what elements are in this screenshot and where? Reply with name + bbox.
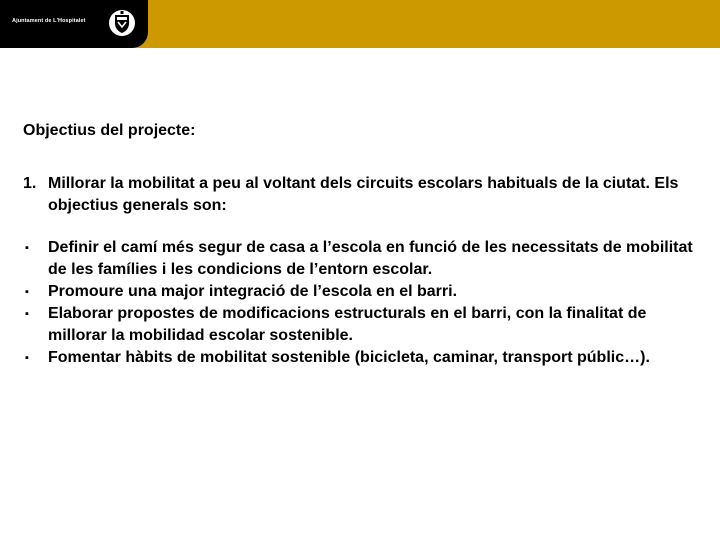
list-item: [23, 347, 703, 369]
number-marker: 1.: [23, 175, 37, 192]
list-item: [23, 281, 703, 303]
bullet-marker: ▪: [25, 286, 29, 298]
bullet-list: [23, 237, 703, 369]
numbered-item: [23, 173, 703, 217]
shield-crest-icon: [108, 8, 136, 38]
bullet-marker: ▪: [25, 352, 29, 364]
logo-tab: [0, 0, 148, 48]
list-item: [23, 237, 703, 281]
bullet-text: Fomentar hàbits de mobilitat sostenible (bicicleta, caminar, transport públic…).: [48, 349, 650, 366]
list-item: [23, 303, 703, 347]
bullet-marker: ▪: [25, 308, 29, 320]
slide-content: [23, 120, 703, 369]
bullet-text: Elaborar propostes de modificacions estructurals en el barri, con la finalitat de millorar la mobilidad escolar sostenible.: [48, 305, 647, 344]
bullet-marker: ▪: [25, 242, 29, 254]
section-heading: Objectius del projecte:: [23, 122, 196, 139]
numbered-item-text: Millorar la mobilitat a peu al voltant dels circuits escolars habituals de la ciutat. Els objectius generals son:: [48, 175, 679, 214]
bullet-text: Promoure una major integració de l’escola en el barri.: [48, 283, 458, 300]
bullet-text: Definir el camí més segur de casa a l’escola en funció de les necessitats de mobilitat de les famílies i les condicions de l’entorn escolar.: [48, 239, 693, 278]
logo-text: Ajuntament de L'Hospitalet: [12, 18, 86, 24]
